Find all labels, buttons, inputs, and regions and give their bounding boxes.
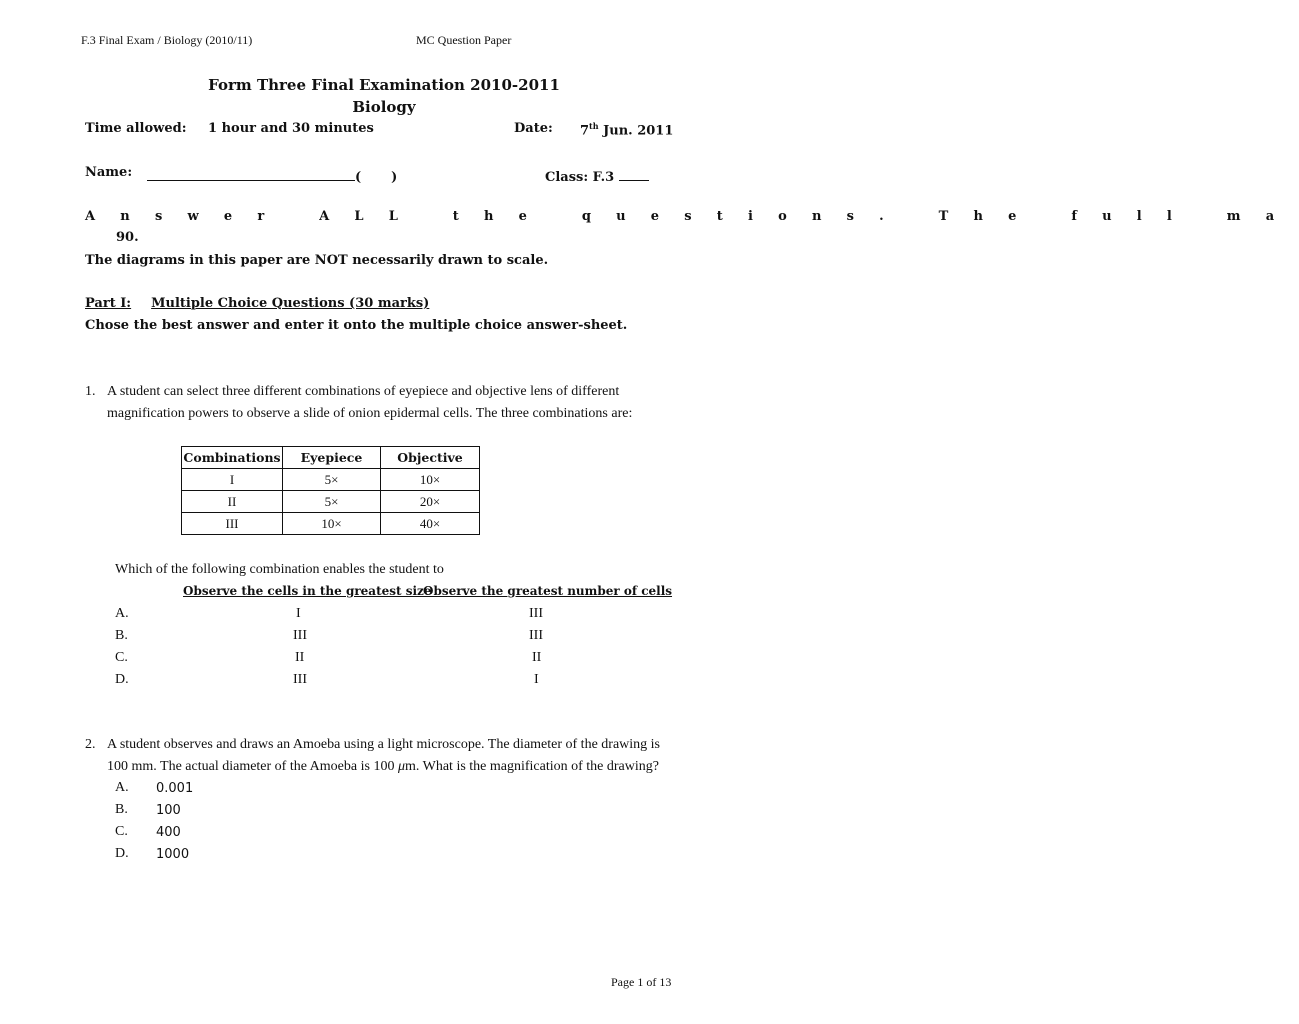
exam-title: Form Three Final Examination 2010-2011	[208, 76, 560, 94]
table-row	[182, 491, 480, 513]
table-header: Eyepiece	[283, 447, 381, 469]
instruction-line-1: Answer ALL the questions. The full ma	[85, 209, 1299, 224]
part-heading: Part I: Multiple Choice Questions (30 marks)	[85, 296, 430, 311]
date-value: 7th Jun. 2011	[580, 121, 674, 139]
table-cell: 10×	[283, 513, 381, 535]
time-allowed-label: Time allowed:	[85, 121, 187, 136]
table-header-row	[182, 447, 480, 469]
q1-column-heading-number: Observe the greatest number of cells	[423, 584, 673, 598]
q1-number: 1.	[85, 384, 96, 399]
option-value: 400	[156, 825, 181, 840]
option-letter[interactable]: A.	[115, 780, 129, 795]
option-value: 100	[156, 803, 181, 818]
table-cell: I	[182, 469, 283, 491]
subject-title: Biology	[352, 98, 416, 116]
option-value: II	[532, 650, 542, 665]
class-blank[interactable]	[619, 165, 649, 181]
option-letter[interactable]: A.	[115, 606, 129, 621]
class-field[interactable]: Class: F.3	[545, 165, 649, 185]
q1-stem: Which of the following combination enables the student to	[115, 562, 444, 577]
q1-text-line-1: A student can select three different combinations of eyepiece and objective lens of different	[107, 384, 620, 399]
option-value: III	[529, 606, 543, 621]
option-value: 0.001	[156, 781, 194, 796]
q2-text-line-2: 100 mm. The actual diameter of the Amoeba is 100 μm. What is the magnification of the drawing?	[107, 759, 659, 774]
option-value: II	[295, 650, 305, 665]
table-cell: 5×	[283, 491, 381, 513]
option-value: III	[293, 672, 307, 687]
option-letter[interactable]: C.	[115, 824, 128, 839]
option-letter[interactable]: D.	[115, 672, 129, 687]
q2-text-line-1: A student observes and draws an Amoeba using a light microscope. The diameter of the drawing is	[107, 737, 660, 752]
combinations-table	[181, 446, 480, 535]
page-number: Page 1 of 13	[611, 975, 672, 989]
q1-text-line-2: magnification powers to observe a slide of onion epidermal cells. The three combinations are:	[107, 406, 633, 421]
name-blank[interactable]	[147, 165, 355, 181]
option-letter[interactable]: C.	[115, 650, 128, 665]
table-cell: 20×	[381, 491, 480, 513]
table-cell: 5×	[283, 469, 381, 491]
option-value: III	[293, 628, 307, 643]
table-cell: III	[182, 513, 283, 535]
table-cell: 40×	[381, 513, 480, 535]
name-field[interactable]: ( )	[147, 165, 397, 185]
running-header-right: MC Question Paper	[416, 33, 512, 47]
option-letter[interactable]: D.	[115, 846, 129, 861]
option-value: I	[534, 672, 539, 687]
time-allowed-value: 1 hour and 30 minutes	[208, 121, 374, 136]
option-letter[interactable]: B.	[115, 628, 128, 643]
instruction-diagrams: The diagrams in this paper are NOT necessarily drawn to scale.	[85, 253, 549, 268]
option-value: III	[529, 628, 543, 643]
running-header-left: F.3 Final Exam / Biology (2010/11)	[81, 33, 253, 47]
table-row	[182, 513, 480, 535]
instruction-line-2: 90.	[116, 230, 139, 245]
table-cell: 10×	[381, 469, 480, 491]
option-letter[interactable]: B.	[115, 802, 128, 817]
q1-column-heading-size: Observe the cells in the greatest size	[183, 584, 432, 598]
table-row	[182, 469, 480, 491]
option-value: I	[296, 606, 301, 621]
table-header: Objective	[381, 447, 480, 469]
table-cell: II	[182, 491, 283, 513]
name-label: Name:	[85, 165, 133, 180]
q2-number: 2.	[85, 737, 96, 752]
part-instruction: Chose the best answer and enter it onto the multiple choice answer-sheet.	[85, 318, 628, 333]
table-header: Combinations	[182, 447, 283, 469]
date-label: Date:	[514, 121, 553, 136]
option-value: 1000	[156, 847, 190, 862]
